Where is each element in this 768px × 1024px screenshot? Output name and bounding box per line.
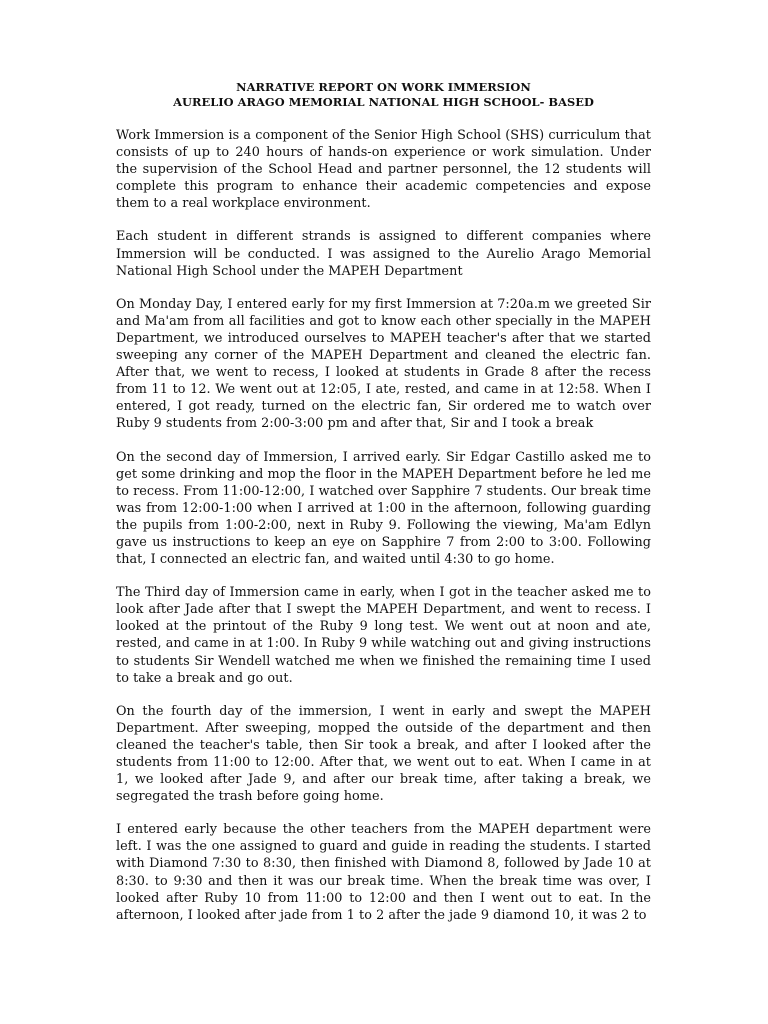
paragraph-day-2: On the second day of Immersion, I arrived early. Sir Edgar Castillo asked me to get some drinking and mop the floor in the MAPEH Department before he led me to recess. From 11:00-12:00, I watched over Sapphire 7 students. Our break time was from 12:00-1:00 when I arrived at 1:00 in the afternoon, following guarding the pupils from 1:00-2:00, next in Ruby 9. Following the viewing, Ma'am Edlyn gave us instructions to keep an eye on Sapphire 7 from 2:00 to 3:00. Following that, I connected an electric fan, and waited until 4:30 to go home. (116, 449, 651, 568)
paragraph-day-4: On the fourth day of the immersion, I went in early and swept the MAPEH Department. After sweeping, mopped the outside of the department and then cleaned the teacher's table, then Sir took a break, and after I looked after the students from 11:00 to 12:00. After that, we went out to eat. When I came in at 1, we looked after Jade 9, and after our break time, after taking a break, we segregated the trash before going home. (116, 703, 651, 805)
paragraph-assignment: Each student in different strands is assigned to different companies where Immersion will be conducted. I was assigned to the Aurelio Arago Memorial National High School under the MAPEH Department (116, 229, 651, 279)
paragraph-day-3: The Third day of Immersion came in early, when I got in the teacher asked me to look after Jade after that I swept the MAPEH Department, and went to recess. I looked at the printout of the Ruby 9 long test. We went out at noon and ate, rested, and came in at 1:00. In Ruby 9 while watching out and giving instructions to students Sir Wendell watched me when we finished the remaining time I used to take a break and go out. (116, 585, 651, 686)
title-line-2: AURELIO ARAGO MEMORIAL NATIONAL HIGH SCHOOL- BASED (173, 95, 594, 109)
title-line-1: NARRATIVE REPORT ON WORK IMMERSION (236, 80, 531, 94)
document-page (116, 80, 651, 940)
paragraph-day-5: I entered early because the other teachers from the MAPEH department were left. I was the one assigned to guard and guide in reading the students. I started with Diamond 7:30 to 8:30, then finished with Diamond 8, followed by Jade 10 at 8:30. to 9:30 and then it was our break time. When the break time was over, I looked after Ruby 10 from 11:00 to 12:00 and then I went out to eat. In the afternoon, I looked after jade from 1 to 2 after the jade 9 diamond 10, it was 2 to (116, 822, 651, 923)
report-title (116, 80, 651, 110)
paragraph-day-1: On Monday Day, I entered early for my first Immersion at 7:20a.m we greeted Sir and Ma'am from all facilities and got to know each other specially in the MAPEH Department, we introduced ourselves to MAPEH teacher's after that we started sweeping any corner of the MAPEH Department and cleaned the electric fan. After that, we went to recess, I looked at students in Grade 8 after the recess from 11 to 12. We went out at 12:05, I ate, rested, and came in at 12:58. When I entered, I got ready, turned on the electric fan, Sir ordered me to watch over Ruby 9 students from 2:00-3:00 pm and after that, Sir and I took a break (116, 296, 651, 432)
paragraph-intro: Work Immersion is a component of the Senior High School (SHS) curriculum that consists of up to 240 hours of hands-on experience or work simulation. Under the supervision of the School Head and partner personnel, the 12 students will complete this program to enhance their academic competencies and expose them to a real workplace environment. (116, 128, 651, 212)
